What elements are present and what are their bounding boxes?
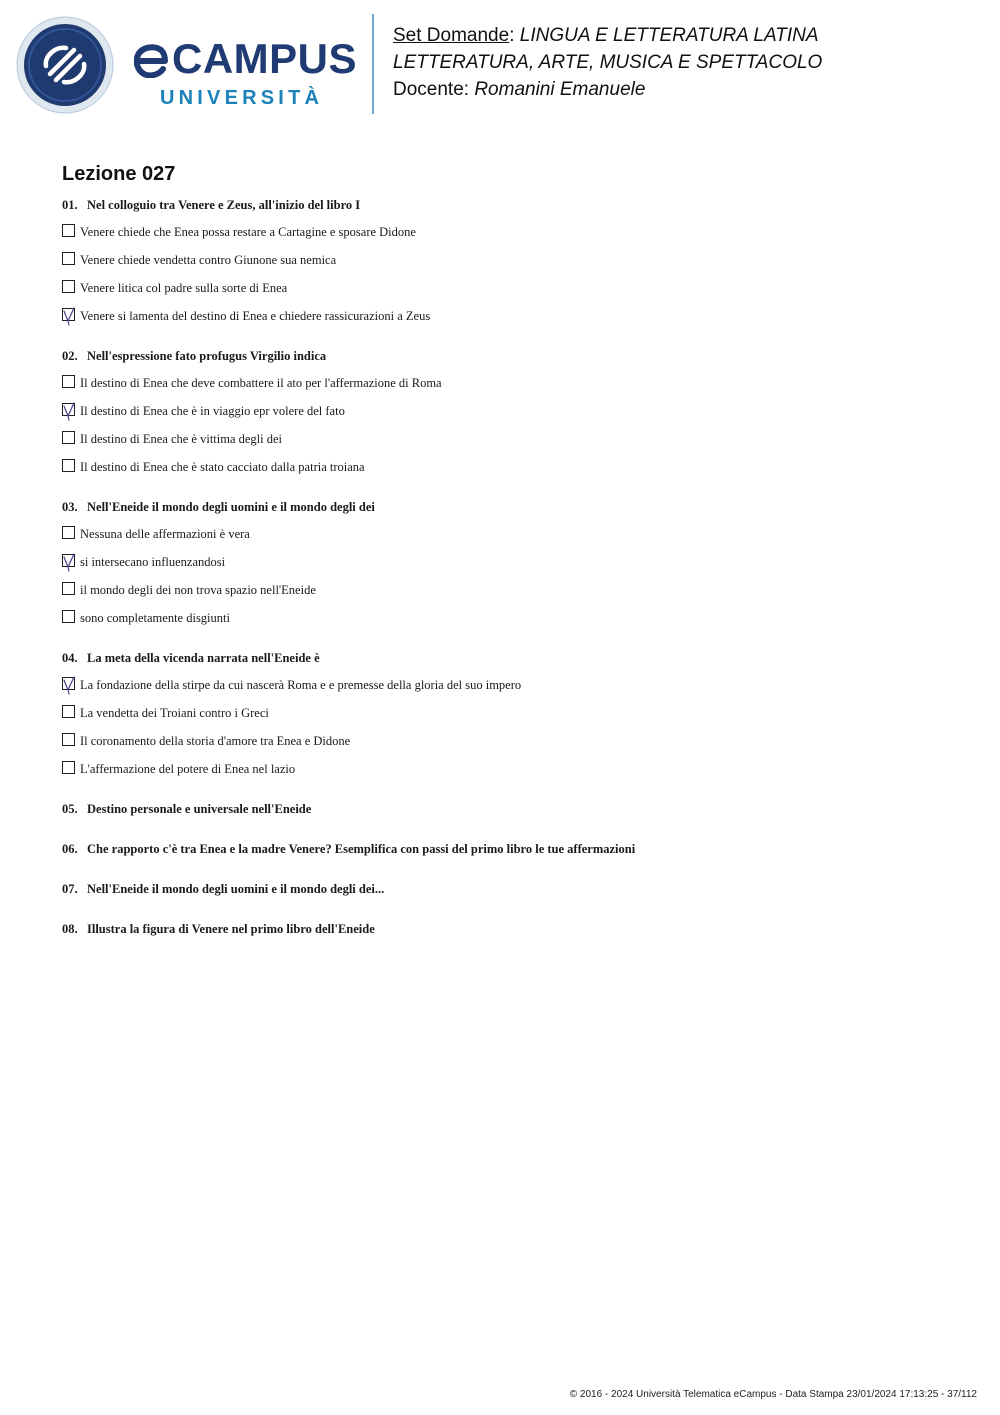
- answer-option[interactable]: [62, 704, 962, 722]
- course-line-2: LETTERATURA, ARTE, MUSICA E SPETTACOLO: [393, 52, 823, 73]
- teacher-label: Docente:: [393, 79, 470, 100]
- answer-option-text: sono completamente disgiunti: [80, 611, 230, 625]
- answer-option[interactable]: [62, 223, 962, 241]
- checkbox-checked[interactable]: [62, 403, 75, 416]
- checkbox[interactable]: [62, 610, 75, 623]
- checkmark-icon: [62, 675, 77, 695]
- question-number: 02.: [62, 349, 78, 363]
- answer-option[interactable]: [62, 458, 962, 476]
- answer-option[interactable]: [62, 525, 962, 543]
- checkbox[interactable]: [62, 375, 75, 388]
- checkmark-icon: [62, 306, 77, 326]
- question-title: [62, 650, 962, 666]
- answer-option[interactable]: [62, 430, 962, 448]
- question-number: 04.: [62, 651, 78, 665]
- answer-option-text: Il coronamento della storia d'amore tra Enea e Didone: [80, 734, 351, 748]
- checkbox[interactable]: [62, 705, 75, 718]
- answer-option-text: La fondazione della stirpe da cui nascerà Roma e e premesse della gloria del suo impero: [80, 678, 522, 692]
- question-number: 05.: [62, 802, 78, 816]
- answer-option-text: Venere chiede che Enea possa restare a Cartagine e sposare Didone: [80, 225, 416, 239]
- checkmark-icon: [62, 552, 77, 572]
- checkbox[interactable]: [62, 582, 75, 595]
- answer-option-text: Il destino di Enea che è stato cacciato dalla patria troiana: [80, 460, 365, 474]
- question-text: Nell'espressione fato profugus Virgilio indica: [87, 349, 327, 363]
- course-line-1: LINGUA E LETTERATURA LATINA: [519, 25, 819, 46]
- answer-option-text: Il destino di Enea che deve combattere il ato per l'affermazione di Roma: [80, 376, 442, 390]
- checkbox[interactable]: [62, 224, 75, 237]
- answer-option-text: Venere litica col padre sulla sorte di Enea: [80, 281, 288, 295]
- answer-option[interactable]: [62, 581, 962, 599]
- checkbox[interactable]: [62, 431, 75, 444]
- answer-option-text: Il destino di Enea che è vittima degli dei: [80, 432, 283, 446]
- answer-option[interactable]: [62, 760, 962, 778]
- checkbox-checked[interactable]: [62, 554, 75, 567]
- answer-option-text: Venere chiede vendetta contro Giunone sua nemica: [80, 253, 337, 267]
- answer-option-text: il mondo degli dei non trova spazio nell'Eneide: [80, 583, 316, 597]
- university-seal-logo: [16, 16, 114, 114]
- header-divider: [372, 14, 374, 114]
- answer-option[interactable]: [62, 676, 962, 694]
- set-colon: :: [509, 25, 515, 46]
- set-line: [393, 22, 822, 49]
- checkbox-checked[interactable]: [62, 677, 75, 690]
- question-number: 08.: [62, 922, 78, 936]
- question-number: 01.: [62, 198, 78, 212]
- question-title: [62, 348, 962, 364]
- answer-option[interactable]: [62, 374, 962, 392]
- answer-option[interactable]: [62, 609, 962, 627]
- course-header: [393, 22, 822, 103]
- questions-list: [62, 197, 962, 961]
- answer-option-text: Nessuna delle affermazioni è vera: [80, 527, 250, 541]
- checkbox[interactable]: [62, 733, 75, 746]
- question-title: [62, 801, 962, 817]
- lesson-title: Lezione 027: [62, 163, 176, 185]
- brand-subtitle: UNIVERSITÀ: [160, 87, 324, 109]
- question-4: [62, 650, 962, 778]
- answer-option[interactable]: [62, 553, 962, 571]
- teacher-line: [393, 76, 822, 103]
- answer-option-text: La vendetta dei Troiani contro i Greci: [80, 706, 269, 720]
- question-text: Destino personale e universale nell'Eneide: [87, 802, 312, 816]
- question-2: [62, 348, 962, 476]
- question-7: [62, 881, 962, 897]
- question-1: [62, 197, 962, 325]
- question-text: Illustra la figura di Venere nel primo libro dell'Eneide: [87, 922, 375, 936]
- checkbox[interactable]: [62, 526, 75, 539]
- question-8: [62, 921, 962, 937]
- set-label: Set Domande: [393, 25, 510, 46]
- question-title: [62, 197, 962, 213]
- answer-option-text: Venere si lamenta del destino di Enea e chiedere rassicurazioni a Zeus: [80, 309, 431, 323]
- answer-option-text: si intersecano influenzandosi: [80, 555, 226, 569]
- question-text: La meta della vicenda narrata nell'Eneide è: [87, 651, 320, 665]
- question-text: Nel colloguio tra Venere e Zeus, all'inizio del libro I: [87, 198, 361, 212]
- answer-option[interactable]: [62, 732, 962, 750]
- answer-option-text: L'affermazione del potere di Enea nel lazio: [80, 762, 296, 776]
- footer-copyright: © 2016 - 2024 Università Telematica eCampus - Data Stampa 23/01/2024 17:13:25 - 37/112: [569, 1389, 977, 1400]
- question-text: Che rapporto c'è tra Enea e la madre Venere? Esemplifica con passi del primo libro le tue affermazioni: [87, 842, 636, 856]
- question-number: 03.: [62, 500, 78, 514]
- answer-option-text: Il destino di Enea che è in viaggio epr volere del fato: [80, 404, 345, 418]
- question-text: Nell'Eneide il mondo degli uomini e il mondo degli dei...: [87, 882, 385, 896]
- checkbox[interactable]: [62, 459, 75, 472]
- answer-option[interactable]: [62, 279, 962, 297]
- question-title: [62, 921, 962, 937]
- question-title: [62, 841, 962, 857]
- question-3: [62, 499, 962, 627]
- answer-option[interactable]: [62, 307, 962, 325]
- checkbox[interactable]: [62, 761, 75, 774]
- question-number: 06.: [62, 842, 78, 856]
- brand-e-mark: [134, 44, 168, 78]
- answer-option[interactable]: [62, 402, 962, 420]
- question-title: [62, 881, 962, 897]
- teacher-name: Romanini Emanuele: [474, 79, 646, 100]
- question-6: [62, 841, 962, 857]
- question-title: [62, 499, 962, 515]
- answer-option[interactable]: [62, 251, 962, 269]
- brand-wordmark: CAMPUS: [172, 35, 358, 82]
- checkbox[interactable]: [62, 252, 75, 265]
- question-number: 07.: [62, 882, 78, 896]
- checkbox-checked[interactable]: [62, 308, 75, 321]
- checkmark-icon: [62, 401, 77, 421]
- question-5: [62, 801, 962, 817]
- checkbox[interactable]: [62, 280, 75, 293]
- question-text: Nell'Eneide il mondo degli uomini e il mondo degli dei: [87, 500, 375, 514]
